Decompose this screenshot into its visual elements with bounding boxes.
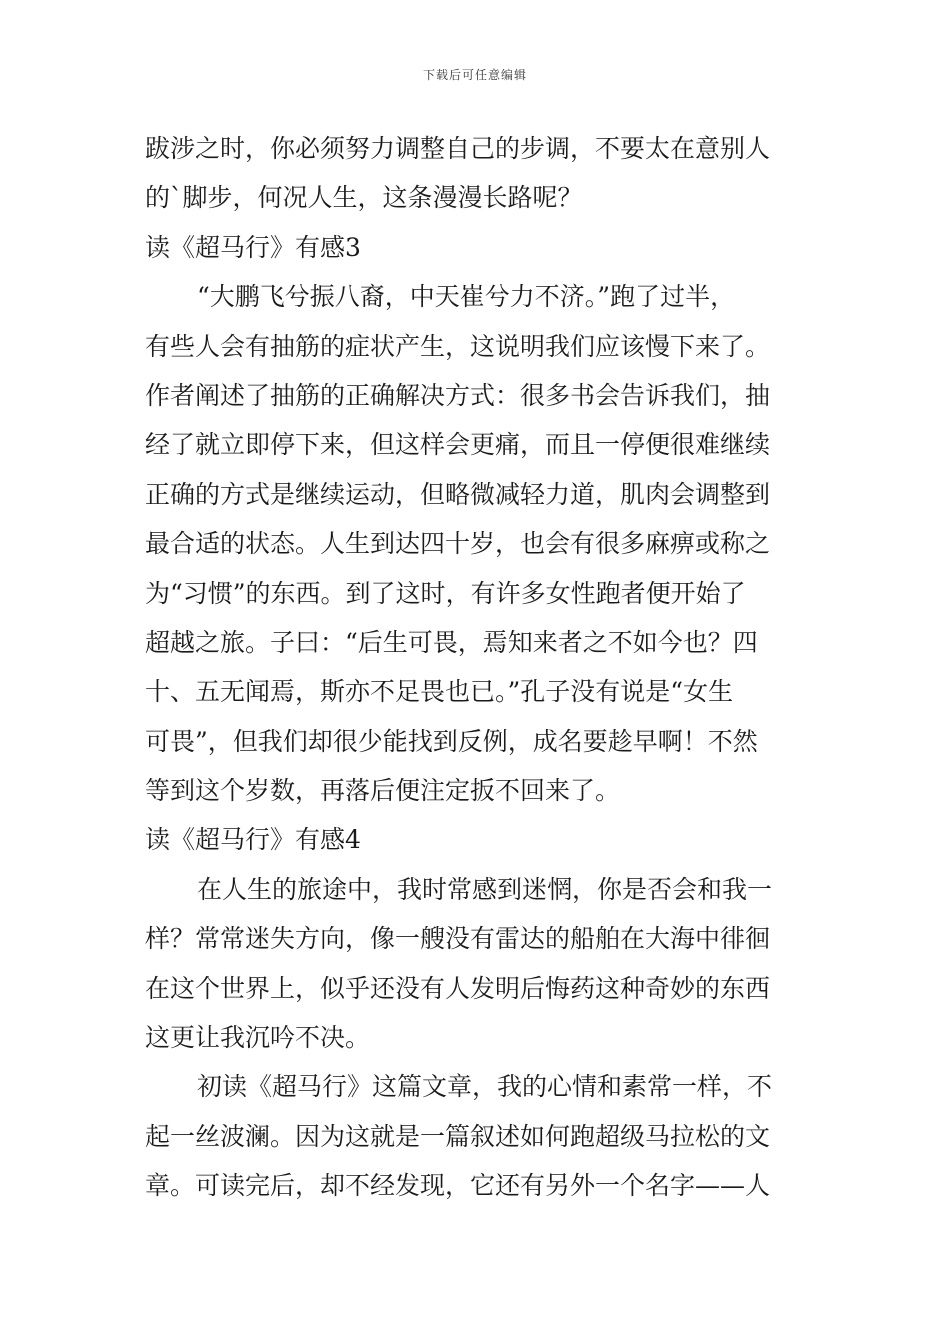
text-line: 章。可读完后，却不经发现，它还有另外一个名字——人 [145,1171,771,1201]
text-line: 样？常常迷失方向，像一艘没有雷达的船舶在大海中徘徊 [145,924,771,954]
text-line: 跋涉之时，你必须努力调整自己的步调，不要太在意别人 [145,134,771,163]
text-line: 这更让我沉吟不决。 [145,1023,371,1053]
text-line: 可畏”，但我们却很少能找到反例，成名要趁早啊！不然 [145,726,758,756]
text-line: 起一丝波澜。因为这就是一篇叙述如何跑超级马拉松的文 [145,1121,771,1151]
text-line: 正确的方式是继续运动，但略微减轻力道，肌肉会调整到 [145,479,771,509]
text-line: 经了就立即停下来，但这样会更痛，而且一停便很难继续 [145,430,771,460]
text-line: 等到这个岁数，再落后便注定扳不回来了。 [145,776,621,806]
text-line: 为“习惯”的东西。到了这时，有许多女性跑者便开始了 [145,578,746,608]
text-line: 读《超马行》有感4 [145,825,361,855]
text-line: “大鹏飞兮振八裔，中天崔兮力不济。”跑了过半， [197,282,736,312]
text-line: 在人生的旅途中，我时常感到迷惘，你是否会和我一 [197,874,773,904]
text-line: 超越之旅。子曰：“后生可畏，焉知来者之不如今也？四 [145,627,758,657]
text-line: 有些人会有抽筋的症状产生，这说明我们应该慢下来了。 [145,331,771,361]
text-line: 最合适的状态。人生到达四十岁，也会有很多麻痹或称之 [145,529,771,559]
text-line: 作者阐述了抽筋的正确解决方式：很多书会告诉我们，抽 [145,380,771,410]
page-header: 下载后可任意编辑 [422,68,527,82]
text-line: 的`脚步，何况人生，这条漫漫长路呢？ [145,183,583,213]
text-line: 读《超马行》有感3 [145,232,361,262]
document-body [145,124,805,1211]
text-line: 在这个世界上，似乎还没有人发明后悔药这种奇妙的东西 [145,973,771,1003]
text-line: 初读《超马行》这篇文章，我的心情和素常一样，不 [197,1072,773,1102]
text-line: 十、五无闻焉，斯亦不足畏也已。”孔子没有说是“女生 [145,677,734,707]
